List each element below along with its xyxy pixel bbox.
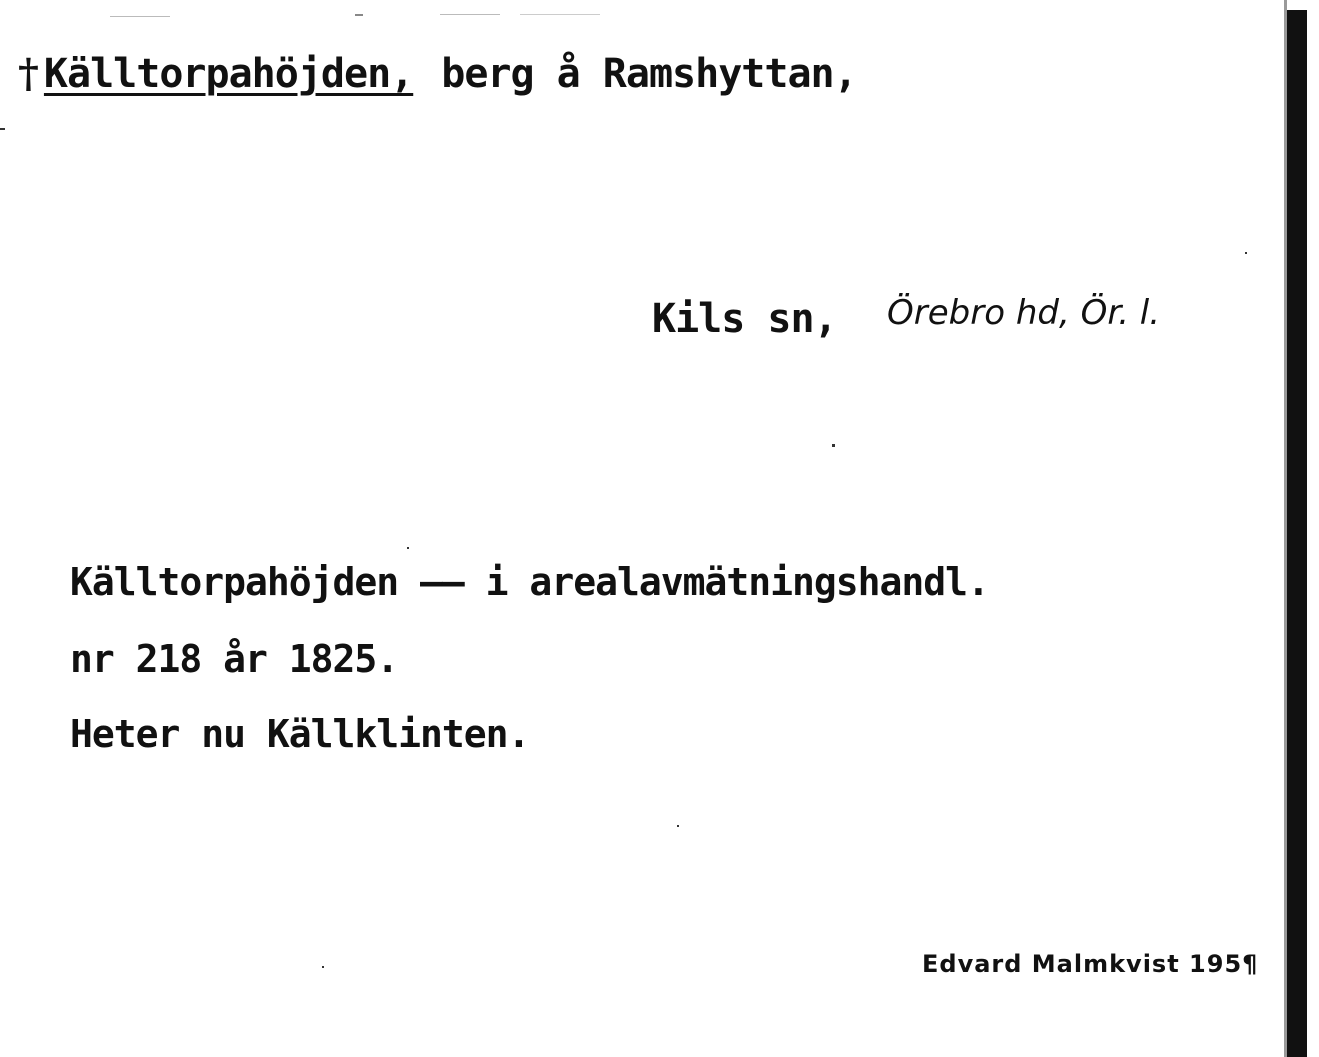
collector-signature: Edvard Malmkvist 195¶ — [922, 950, 1259, 978]
scan-speck — [1245, 252, 1247, 254]
body-line-source: Källtorpahöjden —— i arealavmätningshandl. — [70, 560, 989, 604]
scan-speck — [110, 16, 170, 17]
scan-edge-bar — [1287, 10, 1307, 1057]
scan-speck — [355, 14, 363, 16]
district-label: Örebro hd, Ör. l. — [887, 293, 1161, 333]
card-heading — [18, 50, 857, 97]
body-line-current-name: Heter nu Källklinten. — [70, 712, 530, 756]
place-description: berg å Ramshyttan, — [441, 51, 857, 97]
scan-speck — [0, 128, 5, 130]
body-line-record: nr 218 år 1825. — [70, 637, 399, 681]
scan-speck — [407, 547, 409, 549]
scan-speck — [322, 966, 324, 968]
scan-speck — [440, 14, 500, 15]
scan-speck — [520, 14, 600, 15]
place-name-heading: Källtorpahöjden, — [43, 51, 414, 97]
scan-speck — [677, 825, 679, 827]
scan-speck — [832, 444, 835, 447]
dagger-mark: † — [18, 50, 38, 97]
parish-label: Kils sn, — [652, 296, 837, 342]
